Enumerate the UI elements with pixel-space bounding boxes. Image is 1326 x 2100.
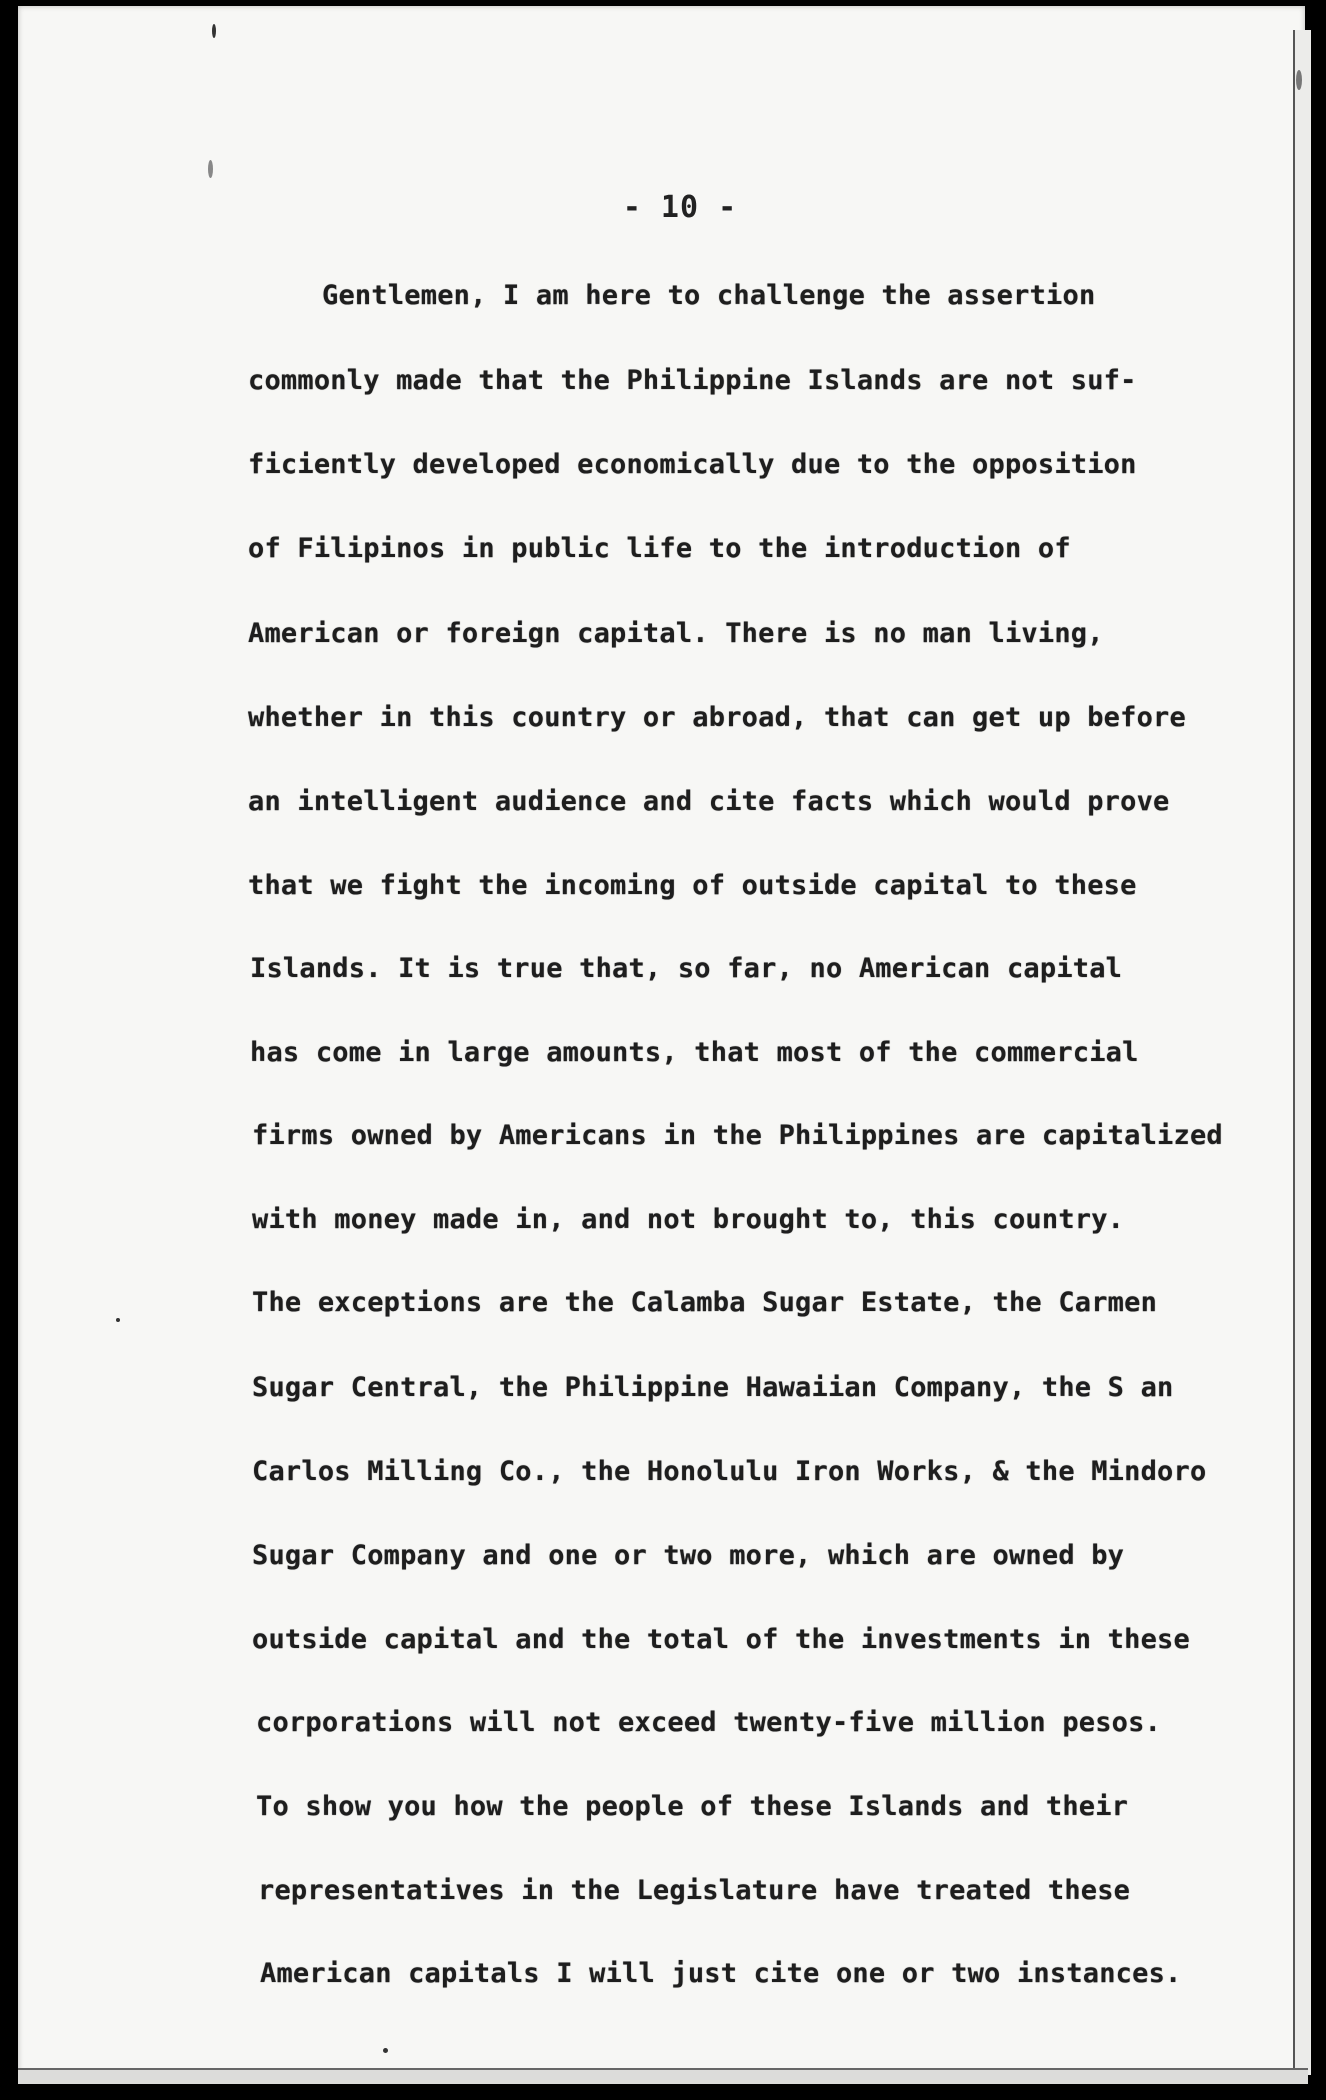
text-line-12: with money made in, and not brought to, this country. [252, 1204, 1125, 1235]
text-line-11: firms owned by Americans in the Philippines are capitalized [252, 1120, 1223, 1151]
text-line-21: American capitals I will just cite one or two instances. [260, 1958, 1182, 1989]
text-line-17: outside capital and the total of the investments in these [252, 1624, 1190, 1655]
ink-speck [383, 2048, 388, 2053]
page-edge-bottom [18, 2068, 1308, 2084]
text-line-5: American or foreign capital. There is no man living, [248, 618, 1104, 649]
ink-speck [1296, 70, 1302, 90]
page-number: - 10 - [622, 190, 738, 225]
ink-speck [212, 24, 216, 38]
text-line-1: Gentlemen, I am here to challenge the assertion [322, 280, 1096, 311]
text-line-18: corporations will not exceed twenty-five million pesos. [256, 1707, 1162, 1738]
text-line-16: Sugar Company and one or two more, which are owned by [252, 1540, 1125, 1571]
text-line-2: commonly made that the Philippine Islands are not suf- [248, 365, 1137, 396]
text-line-20: representatives in the Legislature have treated these [258, 1875, 1131, 1906]
text-line-13: The exceptions are the Calamba Sugar Estate, the Carmen [252, 1287, 1158, 1318]
ink-speck [208, 160, 213, 178]
text-line-19: To show you how the people of these Islands and their [256, 1791, 1129, 1822]
text-line-9: Islands. It is true that, so far, no American capital [250, 953, 1123, 984]
page-edge-right [1293, 30, 1311, 2075]
text-line-10: has come in large amounts, that most of the commercial [250, 1037, 1139, 1068]
text-line-7: an intelligent audience and cite facts which would prove [248, 786, 1170, 817]
text-line-15: Carlos Milling Co., the Honolulu Iron Works, & the Mindoro [252, 1456, 1207, 1487]
text-line-4: of Filipinos in public life to the introduction of [248, 533, 1071, 564]
ink-speck [116, 1318, 120, 1322]
text-line-3: ficiently developed economically due to the opposition [248, 449, 1137, 480]
text-line-6: whether in this country or abroad, that can get up before [248, 702, 1186, 733]
text-line-8: that we fight the incoming of outside capital to these [248, 870, 1137, 901]
text-line-14: Sugar Central, the Philippine Hawaiian Company, the S an [252, 1372, 1174, 1403]
